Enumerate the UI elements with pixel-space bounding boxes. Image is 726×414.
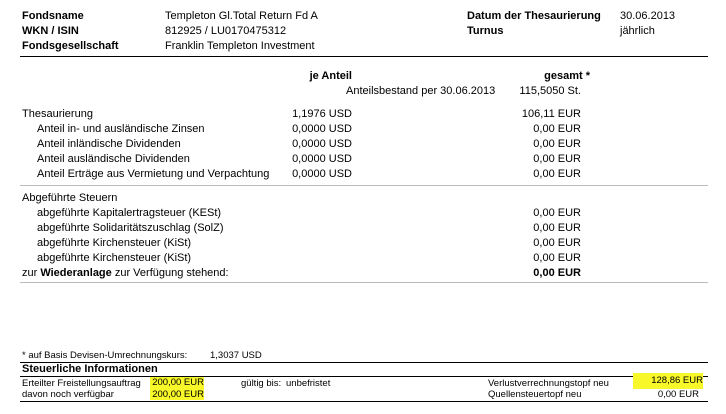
- table-row: [0, 122, 726, 137]
- row-label: Anteil in- und ausländische Zinsen: [37, 123, 205, 135]
- anteilsbestand-label: Anteilsbestand per 30.06.2013: [346, 85, 496, 97]
- row-total: 0,00 EUR: [533, 138, 581, 150]
- gesellschaft-value: Franklin Templeton Investment: [165, 40, 315, 52]
- row-label: abgeführte Solidaritätszuschlag (SolZ): [37, 222, 224, 234]
- verfuegbar-value: 200,00 EUR: [150, 389, 204, 400]
- wiederanlage-pre: zur: [22, 267, 38, 279]
- row-label: Anteil Erträge aus Vermietung und Verpachtung: [37, 168, 270, 180]
- thesaurierung-total: 106,11 EUR: [521, 108, 581, 120]
- steuer-info-title: Steuerliche Informationen: [22, 363, 158, 375]
- table-row: [0, 236, 726, 251]
- row-total: 0,00 EUR: [533, 123, 581, 135]
- table-row: [0, 251, 726, 266]
- je-anteil-header: je Anteil: [309, 70, 352, 82]
- gesellschaft-label: Fondsgesellschaft: [22, 40, 119, 52]
- gesamt-header: gesamt *: [544, 70, 590, 82]
- row-label: abgeführte Kapitalertragsteuer (KESt): [37, 207, 222, 219]
- row-per-unit: 0,0000 USD: [292, 153, 352, 165]
- table-row: [0, 206, 726, 221]
- steuern-label: Abgeführte Steuern: [22, 192, 118, 204]
- row-label: Anteil ausländische Dividenden: [37, 153, 190, 165]
- thesaurierung-per-unit: 1,1976 USD: [292, 108, 352, 120]
- fondsname-value: Templeton Gl.Total Return Fd A: [165, 10, 318, 22]
- table-row: [0, 167, 726, 182]
- verfuegbar-label: davon noch verfügbar: [22, 389, 114, 400]
- wiederanlage-label: [22, 266, 229, 280]
- row-total: 0,00 EUR: [533, 222, 581, 234]
- thesaurierung-label: Thesaurierung: [22, 108, 93, 120]
- verlust-label: Verlustverrechnungstopf neu: [488, 378, 609, 389]
- table-row: [0, 137, 726, 152]
- freistellung-value: 200,00 EUR: [150, 377, 204, 389]
- section-divider: [20, 185, 708, 186]
- table-row: [0, 221, 726, 236]
- kurs-label: * auf Basis Devisen-Umrechnungskurs:: [22, 350, 188, 361]
- wiederanlage-post: zur Verfügung stehend:: [114, 267, 229, 279]
- freistellung-label: Erteilter Freistellungsauftrag: [22, 378, 141, 389]
- wkn-value: 812925 / LU0170475312: [165, 25, 287, 37]
- quellen-label: Quellensteuertopf neu: [488, 389, 582, 400]
- datum-label: Datum der Thesaurierung: [467, 10, 601, 22]
- turnus-label: Turnus: [467, 25, 504, 37]
- row-per-unit: 0,0000 USD: [292, 168, 352, 180]
- footer-bottom-divider: [20, 401, 708, 402]
- footer-divider: [20, 376, 708, 377]
- row-total: 0,00 EUR: [533, 252, 581, 264]
- anteilsbestand-value: 115,5050 St.: [519, 85, 581, 97]
- section-divider: [20, 282, 708, 283]
- wkn-label: WKN / ISIN: [22, 25, 79, 37]
- gueltig-label: gültig bis:: [241, 378, 282, 389]
- row-per-unit: 0,0000 USD: [292, 138, 352, 150]
- row-total: 0,00 EUR: [533, 207, 581, 219]
- turnus-value: jährlich: [620, 25, 655, 37]
- row-total: 0,00 EUR: [533, 237, 581, 249]
- table-row: [0, 152, 726, 167]
- fondsname-label: Fondsname: [22, 10, 84, 22]
- wiederanlage-total: 0,00 EUR: [533, 267, 581, 279]
- row-total: 0,00 EUR: [533, 153, 581, 165]
- wiederanlage-bold: Wiederanlage: [40, 267, 112, 279]
- verlust-value: 128,86 EUR: [633, 373, 703, 389]
- row-label: abgeführte Kirchensteuer (KiSt): [37, 252, 192, 264]
- row-total: 0,00 EUR: [533, 168, 581, 180]
- datum-value: 30.06.2013: [620, 10, 676, 22]
- header-divider: [20, 56, 708, 57]
- gueltig-value: unbefristet: [286, 378, 331, 389]
- quellen-value: 0,00 EUR: [657, 389, 699, 400]
- row-label: Anteil inländische Dividenden: [37, 138, 181, 150]
- row-per-unit: 0,0000 USD: [292, 123, 352, 135]
- row-label: abgeführte Kirchensteuer (KiSt): [37, 237, 192, 249]
- kurs-value: 1,3037 USD: [210, 350, 262, 361]
